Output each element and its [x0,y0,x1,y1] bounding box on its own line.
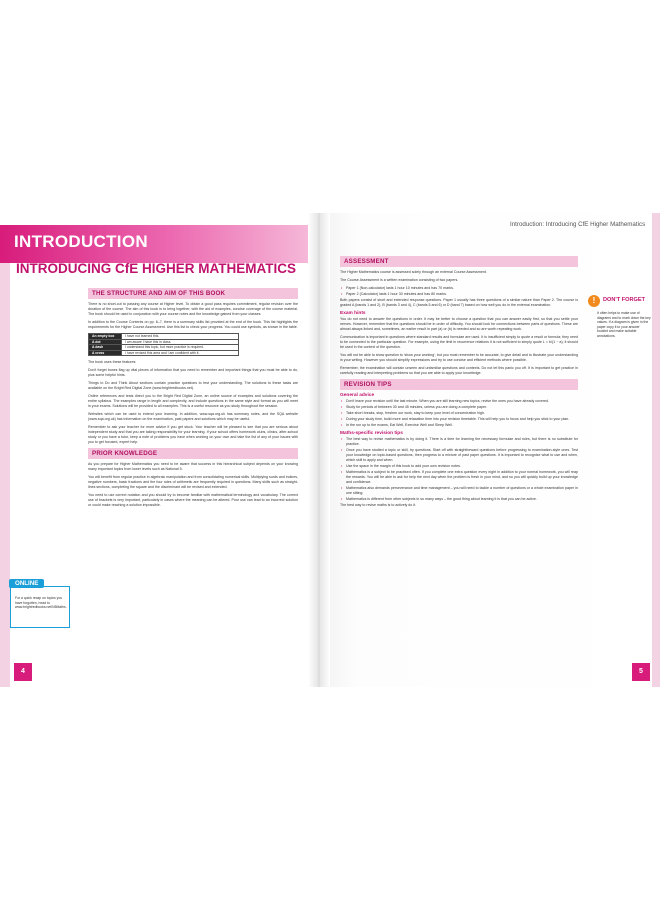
paragraph: The Course Assessment is a written examination consisting of two papers. [340,278,459,282]
paragraph: Things to Do and Think About sections contain practice questions to test your understanding. The solutions to these tasks are available on the Bright Red Digital Zone (www.brightredbooks.net). [88,381,298,391]
dont-forget-callout [588,295,652,357]
paragraph: Don't forget boxes flag up vital pieces of information that you need to remember and important things that you must be able to do, plus some helpful hints. [88,368,298,378]
list-item: • During your study time, build more and relaxation time into your revision timetable. This will help you to focus and help you stick to your plan. [346,417,578,422]
paragraph: Websites which can be used to extend your learning. In addition, www.sqa.org.uk has summary notes, and the SQA website (www.sqa.org.uk) has information on the examination, past papers and solutions which may be useful. [88,412,298,422]
list-item: • In the run up to the exams, Eat Well, Exercise Well and Sleep Well. [346,423,578,428]
section-heading-revision: REVISION TIPS [340,379,578,390]
online-text: For a quick recap on topics you have forgotten, head to www.brightredbooks.net/N5Maths. [15,596,67,610]
online-callout [10,580,70,628]
list-item: • Take short breaks, stop, freshen our work, stay to keep your level of concentration high. [346,411,578,416]
paragraph: Remember to ask your teacher for more advice if you get stuck. Your teacher will be pleased to see that you are serious about independent study and that you are taking responsibility for your learning. If your school offers homework clubs, clinics, after-school study or you have a tutor, keep a note of problems you have when working on your own and take the list of any of your issues with you to get focused, expert help. [88,425,298,445]
banner-title: INTRODUCTION [14,232,148,251]
table-value: I have not learned this. [122,334,239,340]
list-item: • Once you have studied a topic or skill, try questions. Start off with straightforward questions before progressing to examination-style ones. Test your knowledge on topic-based questions, then progress to a mixture of past paper questions. It is important to recognise what to use and when, which skill to apply and when. [346,448,578,463]
list-item: • Mathematics is different from other subjects in so many ways – the good thing about learning it is that you can be active. [346,497,578,502]
table-key: A dash [89,345,122,351]
paragraph: Communication is important in questions where standard results and formulae are used. It is insufficient simply to quote a result or formula; they need to be connected to the particular question. For example, using the limit in recurrence relations it is not sufficient to simply quote L = b/(1 − a); it should be used in the context of the question. [340,335,578,349]
running-head: Introduction: Introducing CfE Higher Mathematics [510,221,646,228]
online-label: ONLINE [9,579,44,588]
subheading-maths-tips: Maths-specific revision tips [340,431,403,436]
paragraph: The best way to revise maths is to actively do it. [340,503,417,507]
symbols-table [88,333,239,356]
table-row [89,350,239,356]
paragraph: There is no short-cut to passing any course at Higher level. To obtain a good pass requires commitment, regular revision over the duration of the course. The aim of this book is to bring together, with the aid of examples, concise coverage of the course material. The book should be used in conjunction with your course notes and the knowledge gained from your classes. [88,302,298,316]
right-page [330,213,660,687]
right-text-column [340,253,578,511]
paragraph: The Higher Mathematics course is assessed solely through an external Course Assessment. [340,270,487,274]
paragraph: The book uses these features: [88,360,137,365]
paragraph: Both papers consist of short and extended response questions. Paper 1 usually has three questions of a similar nature than Paper 2. The course is graded A (bands 1 and 2), B (bands 3 and 4), C (bands 5 and 6) or D (band 7) based on how well you do in the external examination. [340,298,578,307]
list-item: • The best way to revise mathematics is by doing it. There is a time for learning the necessary formulae and rules, but there is no substitute for practice. [346,437,578,447]
list-item: • Mathematics is a subject to be practised often. If you complete one extra question every night in addition to your normal homework, you will reap the rewards. You will be able to ask for help the next day when the problem is fresh in your mind, and so you will quickly build up your knowledge and confidence. [346,470,578,485]
page-number: 4 [14,663,32,681]
list-item: • Paper 1 (Non-calculator) lasts 1 hour 10 minutes and has 70 marks. [346,286,578,291]
paragraph: In addition to the Course Contents on pp. 6–7, there is a summary skills list provided at the end of the book. This list highlights the requirements for the Higher Course Assessment. Use this list to check your progress. You could use symbols, as shown in the table. [88,320,298,329]
left-page [0,213,308,687]
list-item: • Don't leave your revision until the last minute. When you are still learning new topics, revise the ones you have already covered. [346,399,578,404]
page-title: INTRODUCING CfE HIGHER MATHEMATICS [16,261,296,276]
left-margin-strip [0,263,10,687]
list-item: • Mathematics also demands perseverance and time management – you will need to tackle a number of questions or a whole examination paper in one sitting. [346,486,578,496]
table-value: I have revised this area and I am confident with it. [122,350,239,356]
table-key: An empty box [89,334,122,340]
section-heading-assessment: ASSESSMENT [340,256,578,267]
page-number: 5 [632,663,650,681]
list-item: • Study for periods of between 30 and 45 minutes, unless you are doing a complete paper. [346,405,578,410]
left-text-column [88,285,298,511]
list-item: • Use the space in the margin of this book to add your own revision notes. [346,464,578,469]
paragraph: You will not be able to show question to 'show your working', but you must remember to be accurate, to give detail and to illustrate your understanding in your writing. However you should simplify expressions and try to use concise and efficient methods where possible. [340,353,578,362]
book-spread [0,213,660,687]
table-value: I understand this topic, but more practice is required. [122,345,239,351]
list-item: • Paper 2 (Calculator) lasts 1 hour 30 minutes and has 80 marks. [346,292,578,297]
subheading-exam-hints: Exam hints [340,311,366,316]
subheading-general-advice: General advice [340,393,375,398]
paragraph: Remember, the examination will contain unseen and unfamiliar questions and contexts. Do not let this panic you off. It is important to get practice in carefully reading and interpreting problems so that you are able to apply your knowledge. [340,366,578,375]
right-margin-strip [652,213,660,687]
paragraph: You do not need to answer the questions in order. It may be better to choose a question that you can answer easily first, so that you settle your nerves. However, remember that the questions should be in order of difficulty. You should look for connections between parts of questions. These are almost always linked and, sometimes, an earlier result in part (a) or (b) is needed and so are worth repeating work. [340,317,578,331]
paragraph: As you prepare for Higher Mathematics you need to be aware that success in this hierarchical subject depends on your knowing many important topics from lower levels such as National 5. [88,462,298,472]
exclamation-icon: ! [588,295,600,307]
table-key: A dot [89,339,122,345]
paragraph: You will benefit from regular practice in algebraic manipulation and from consolidating numerical skills. Multiplying surds and indices, negative numbers, basic fractions and the four rules of arithmetic are frequently required in questions. Many skills such as straight-lines sections, completing the square and the discriminant will be revised and extended. [88,475,299,490]
section-heading-structure: THE STRUCTURE AND AIM OF THIS BOOK [88,288,298,299]
table-value: I am aware I have this in class. [122,339,239,345]
dont-forget-text: It often helps to make use of diagrams and to mark down the key values. If a diagram is given in the paper copy it to your answer booklet and make suitable annotations. [597,311,651,338]
paragraph: You need to use correct notation and you should try to become familiar with mathematical terminology and vocabulary. The correct use of brackets is very important, particularly in cases where the meaning can be altered. Poor use can lead to an incorrect solution or could make reaching a solution impossible. [88,493,298,508]
section-heading-prior-knowledge: PRIOR KNOWLEDGE [88,448,298,459]
table-key: A cross [89,350,122,356]
dont-forget-title: DON'T FORGET [603,297,646,303]
paragraph: Online references and tests direct you to the Bright Red Digital Zone, an online source of examples and solutions covering the entire syllabus. The examples range in length and complexity, and include questions in the same style and format as you will meet in your exams. Solutions will be provided to all examples. This is a useful resource as you study throughout the session. [88,394,298,409]
book-gutter [308,213,330,687]
